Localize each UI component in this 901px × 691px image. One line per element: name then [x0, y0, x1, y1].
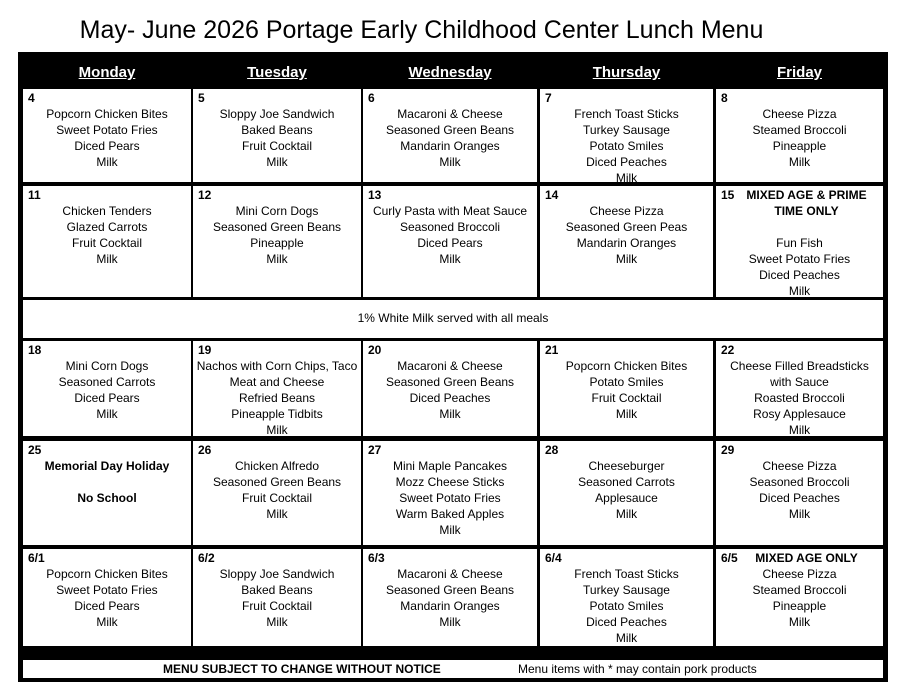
menu-item: Refried Beans — [238, 391, 316, 405]
menu-item: Meat and Cheese — [229, 375, 325, 389]
menu-day-cell — [193, 341, 361, 436]
menu-item: Cheeseburger — [588, 459, 665, 473]
menu-item: French Toast Sticks — [574, 567, 679, 581]
menu-item: Seasoned Green Beans — [385, 123, 515, 137]
menu-item: Diced Peaches — [759, 491, 840, 505]
menu-day-cell — [23, 186, 191, 297]
menu-day-cell — [363, 441, 537, 545]
date-number: 6/4 — [545, 551, 562, 565]
menu-item: Pineapple — [772, 139, 827, 153]
menu-item: Milk — [96, 407, 118, 421]
date-number: 28 — [545, 443, 559, 457]
menu-item: No School — [77, 491, 137, 505]
menu-day-cell — [193, 441, 361, 545]
menu-item: Popcorn Chicken Bites — [46, 107, 168, 121]
menu-item: Macaroni & Cheese — [397, 359, 503, 373]
menu-items — [193, 458, 361, 522]
menu-day-cell — [23, 549, 191, 646]
menu-item: Chicken Tenders — [62, 204, 152, 218]
menu-item: Milk — [439, 155, 461, 169]
menu-item: Pineapple Tidbits — [231, 407, 323, 421]
menu-item: Milk — [439, 523, 461, 537]
menu-item: Milk — [266, 155, 288, 169]
special-note-line: TIME ONLY — [774, 204, 839, 218]
day-header-wednesday: Wednesday — [363, 59, 537, 86]
menu-item: French Toast Sticks — [574, 107, 679, 121]
date-number: 5 — [198, 91, 205, 105]
menu-item: Fruit Cocktail — [241, 599, 312, 613]
menu-item: Milk — [788, 155, 811, 169]
date-number: 8 — [721, 91, 728, 105]
menu-item: Pineapple — [772, 599, 827, 613]
date-number: 21 — [545, 343, 559, 357]
menu-item: Mini Corn Dogs — [65, 359, 149, 373]
menu-item: Baked Beans — [241, 583, 313, 597]
menu-item: Diced Pears — [74, 139, 140, 153]
menu-item: Seasoned Broccoli — [749, 475, 850, 489]
date-number: 6/5 — [721, 551, 738, 565]
menu-item: Milk — [788, 284, 811, 297]
menu-item: Milk — [615, 631, 638, 645]
menu-item: Seasoned Green Beans — [212, 220, 342, 234]
menu-item: Milk — [788, 615, 811, 629]
menu-items — [193, 566, 361, 630]
menu-item: Milk — [266, 615, 288, 629]
menu-item: Potato Smiles — [589, 139, 664, 153]
menu-item — [23, 474, 191, 490]
menu-items — [193, 106, 361, 170]
menu-item: Potato Smiles — [589, 599, 664, 613]
menu-item: Macaroni & Cheese — [397, 107, 503, 121]
menu-item: Seasoned Green Peas — [565, 220, 688, 234]
menu-items — [540, 358, 713, 422]
menu-day-cell — [540, 549, 713, 646]
menu-item: Popcorn Chicken Bites — [46, 567, 168, 581]
menu-item: Curly Pasta with Meat Sauce — [372, 204, 528, 218]
menu-item: Fruit Cocktail — [241, 139, 312, 153]
menu-item: Milk — [615, 507, 638, 521]
menu-item: Fun Fish — [776, 236, 823, 250]
menu-item: Seasoned Green Beans — [212, 475, 342, 489]
menu-item: Milk — [96, 615, 118, 629]
menu-item: Potato Smiles — [589, 375, 664, 389]
date-number: 13 — [368, 188, 382, 202]
menu-item: Seasoned Carrots — [578, 475, 675, 489]
special-note-line: MIXED AGE ONLY — [755, 551, 858, 565]
menu-item: Milk — [439, 615, 461, 629]
milk-note-text: 1% White Milk served with all meals — [357, 311, 549, 325]
menu-item: Diced Peaches — [409, 391, 491, 405]
menu-items — [23, 566, 191, 630]
menu-item: Sweet Potato Fries — [56, 583, 158, 597]
menu-item: Turkey Sausage — [583, 123, 670, 137]
menu-items — [716, 106, 883, 170]
date-number: 22 — [721, 343, 735, 357]
menu-item: Milk — [615, 171, 638, 182]
menu-item: Milk — [788, 423, 811, 436]
menu-day-cell — [540, 341, 713, 436]
menu-items — [193, 358, 361, 436]
menu-items — [363, 106, 537, 170]
menu-item: Warm Baked Apples — [395, 507, 505, 521]
menu-day-cell — [363, 89, 537, 182]
menu-item: Milk — [96, 252, 118, 266]
date-number: 26 — [198, 443, 212, 457]
menu-day-cell — [23, 341, 191, 436]
menu-item: Rosy Applesauce — [753, 407, 846, 421]
date-number: 25 — [28, 443, 42, 457]
menu-item: Milk — [615, 252, 638, 266]
menu-items — [363, 458, 537, 538]
menu-item: Sloppy Joe Sandwich — [219, 107, 335, 121]
special-note — [716, 550, 883, 566]
menu-item: Diced Pears — [74, 599, 140, 613]
menu-item: Glazed Carrots — [66, 220, 148, 234]
menu-item: Diced Peaches — [586, 615, 667, 629]
date-number: 7 — [545, 91, 552, 105]
menu-item: Cheese Pizza — [762, 567, 837, 581]
footer-disclaimer: MENU SUBJECT TO CHANGE WITHOUT NOTICE — [163, 662, 441, 676]
date-number: 14 — [545, 188, 559, 202]
menu-day-cell — [716, 89, 883, 182]
menu-day-cell — [716, 186, 883, 297]
day-header-thursday: Thursday — [540, 59, 713, 86]
menu-items — [363, 566, 537, 630]
date-number: 20 — [368, 343, 382, 357]
menu-items — [716, 358, 883, 436]
menu-item: Seasoned Green Beans — [385, 583, 515, 597]
menu-item: Memorial Day Holiday — [44, 459, 170, 473]
menu-item: Steamed Broccoli — [752, 583, 847, 597]
menu-item: Mozz Cheese Sticks — [395, 475, 505, 489]
menu-items — [716, 458, 883, 522]
day-header-tuesday: Tuesday — [193, 59, 361, 86]
menu-item: Cheese Pizza — [589, 204, 664, 218]
date-number: 6/3 — [368, 551, 385, 565]
menu-item: Mandarin Oranges — [576, 236, 677, 250]
menu-day-cell — [23, 441, 191, 545]
menu-item: Milk — [439, 252, 461, 266]
page-title: May- June 2026 Portage Early Childhood Center Lunch Menu — [79, 16, 764, 44]
menu-item: Diced Pears — [74, 391, 140, 405]
menu-item: Milk — [788, 507, 811, 521]
menu-item: Baked Beans — [241, 123, 313, 137]
date-number: 4 — [28, 91, 35, 105]
menu-item: Cheese Pizza — [762, 107, 837, 121]
menu-item: Popcorn Chicken Bites — [565, 359, 688, 373]
menu-item: Cheese Filled Breadsticks — [730, 359, 869, 373]
menu-item: Sweet Potato Fries — [399, 491, 501, 505]
milk-note-row — [23, 300, 883, 338]
menu-item: Diced Peaches — [759, 268, 840, 282]
menu-day-cell — [716, 549, 883, 646]
menu-item: Fruit Cocktail — [591, 391, 662, 405]
menu-item: Milk — [266, 252, 288, 266]
menu-item: Steamed Broccoli — [752, 123, 847, 137]
menu-item: Milk — [266, 423, 288, 436]
date-number: 27 — [368, 443, 382, 457]
menu-item: Chicken Alfredo — [234, 459, 320, 473]
date-number: 6/2 — [198, 551, 215, 565]
menu-item: Mandarin Oranges — [400, 599, 500, 613]
menu-items — [363, 203, 537, 267]
menu-item: Cheese Pizza — [762, 459, 837, 473]
menu-day-cell — [540, 186, 713, 297]
menu-items — [540, 458, 713, 522]
footer-pork-note: Menu items with * may contain pork products — [518, 662, 757, 676]
menu-item: Mandarin Oranges — [400, 139, 500, 153]
menu-item: Milk — [266, 507, 288, 521]
menu-item: Seasoned Broccoli — [399, 220, 501, 234]
special-note — [716, 187, 883, 219]
menu-items — [193, 203, 361, 267]
footer-row — [23, 660, 883, 678]
menu-item: Roasted Broccoli — [754, 391, 845, 405]
date-number: 6 — [368, 91, 375, 105]
menu-item: Milk — [96, 155, 118, 169]
menu-day-cell — [716, 441, 883, 545]
menu-item: Macaroni & Cheese — [397, 567, 503, 581]
menu-day-cell — [716, 341, 883, 436]
menu-day-cell — [363, 549, 537, 646]
menu-item: Nachos with Corn Chips, Taco — [196, 359, 358, 373]
menu-item: with Sauce — [770, 375, 829, 389]
menu-item: Milk — [439, 407, 461, 421]
menu-day-cell — [193, 186, 361, 297]
menu-items — [716, 235, 883, 297]
menu-items — [540, 566, 713, 646]
menu-items — [540, 203, 713, 267]
menu-day-cell — [540, 89, 713, 182]
menu-item: Pineapple — [250, 236, 304, 250]
menu-item: Turkey Sausage — [583, 583, 670, 597]
date-number: 15 — [721, 188, 735, 202]
menu-item: Fruit Cocktail — [71, 236, 142, 250]
menu-items — [23, 106, 191, 170]
date-number: 19 — [198, 343, 212, 357]
menu-item: Fruit Cocktail — [241, 491, 312, 505]
menu-items — [716, 566, 883, 630]
menu-item: Seasoned Green Beans — [385, 375, 515, 389]
menu-item: Sweet Potato Fries — [56, 123, 158, 137]
date-number: 11 — [28, 188, 41, 202]
day-header-monday: Monday — [23, 59, 191, 86]
menu-items — [23, 203, 191, 267]
menu-items — [23, 458, 191, 506]
menu-items — [363, 358, 537, 422]
menu-day-cell — [363, 186, 537, 297]
special-note-line: MIXED AGE & PRIME — [746, 188, 867, 202]
menu-item: Sweet Potato Fries — [748, 252, 851, 266]
date-number: 6/1 — [28, 551, 45, 565]
menu-item: Applesauce — [595, 491, 658, 505]
menu-day-cell — [193, 89, 361, 182]
date-number: 18 — [28, 343, 42, 357]
menu-item: Mini Corn Dogs — [235, 204, 319, 218]
menu-items — [540, 106, 713, 182]
date-number: 29 — [721, 443, 735, 457]
menu-item: Mini Maple Pancakes — [392, 459, 508, 473]
menu-item: Diced Peaches — [586, 155, 667, 169]
menu-day-cell — [363, 341, 537, 436]
day-header-friday: Friday — [716, 59, 883, 86]
menu-day-cell — [23, 89, 191, 182]
menu-item: Milk — [615, 407, 638, 421]
menu-item: Seasoned Carrots — [58, 375, 156, 389]
menu-day-cell — [193, 549, 361, 646]
menu-items — [23, 358, 191, 422]
menu-item: Sloppy Joe Sandwich — [219, 567, 335, 581]
date-number: 12 — [198, 188, 212, 202]
menu-day-cell — [540, 441, 713, 545]
menu-item: Diced Pears — [417, 236, 483, 250]
